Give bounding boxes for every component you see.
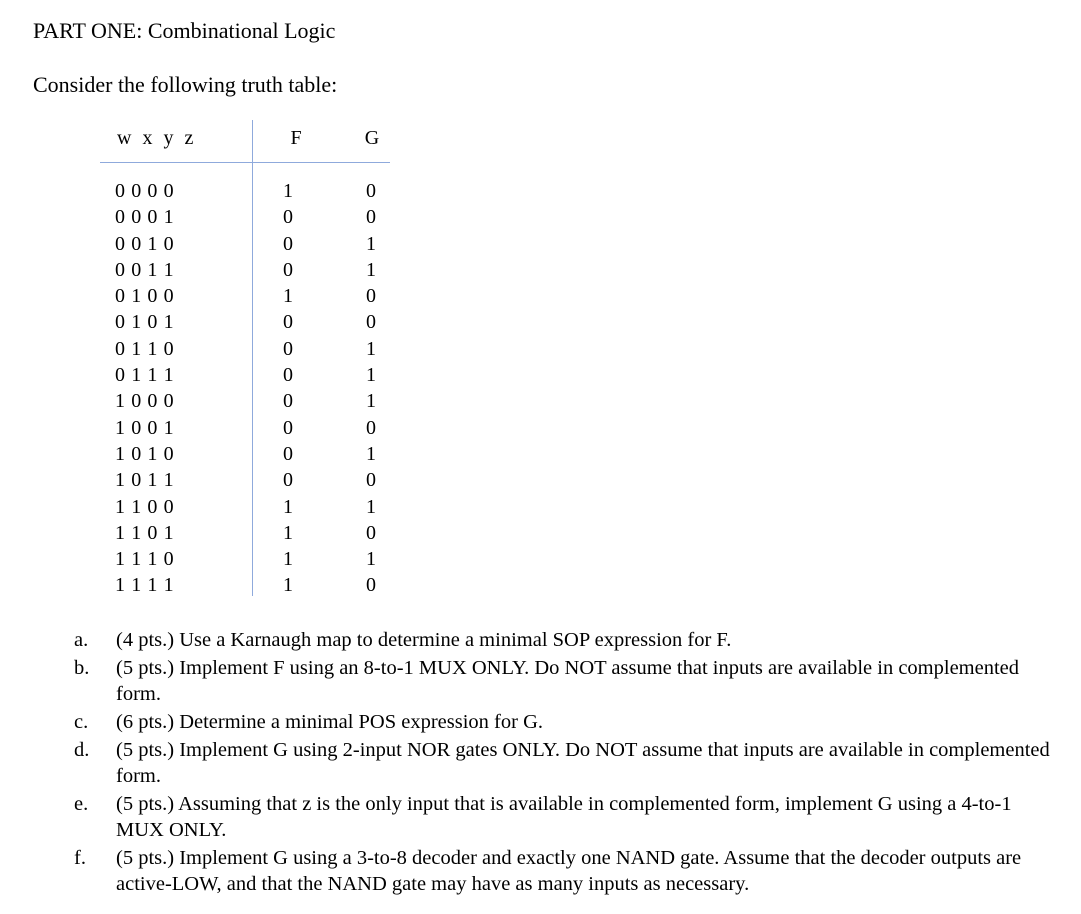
f-value: 1	[283, 574, 293, 597]
table-row	[100, 204, 390, 230]
g-value: 0	[366, 285, 376, 308]
header-inputs: w x y z	[117, 127, 197, 149]
header-f: F	[290, 127, 302, 149]
f-value: 0	[283, 416, 293, 439]
question-letter: a.	[74, 629, 89, 651]
f-value: 0	[283, 311, 293, 334]
g-value: 0	[366, 469, 376, 492]
input-values: 1 1 0 0	[115, 495, 175, 518]
g-value: 0	[366, 521, 376, 544]
question-text: (5 pts.) Implement G using 2-input NOR gates ONLY. Do NOT assume that inputs are available in complemented form.	[116, 739, 1050, 787]
header-g: G	[364, 127, 380, 149]
f-value: 0	[283, 337, 293, 360]
g-value: 0	[366, 416, 376, 439]
question-item	[74, 627, 1064, 653]
input-values: 0 0 0 0	[115, 180, 175, 202]
table-row	[100, 257, 390, 283]
f-value: 1	[283, 548, 293, 571]
g-value: 1	[366, 548, 376, 571]
truth-table	[100, 120, 390, 600]
f-value: 0	[283, 258, 293, 281]
input-values: 1 0 0 0	[115, 390, 175, 413]
f-value: 0	[283, 232, 293, 255]
question-item	[74, 845, 1064, 897]
f-value: 0	[283, 390, 293, 413]
question-letter: c.	[74, 711, 89, 733]
g-value: 1	[366, 495, 376, 518]
table-row	[100, 178, 390, 204]
g-value: 0	[366, 311, 376, 334]
table-row	[100, 336, 390, 362]
g-value: 0	[366, 206, 376, 229]
input-values: 0 0 1 1	[115, 258, 175, 281]
input-values: 0 1 0 1	[115, 311, 175, 334]
table-row	[100, 494, 390, 520]
input-values: 1 0 0 1	[115, 416, 175, 439]
input-values: 1 1 0 1	[115, 521, 175, 544]
table-row	[100, 362, 390, 388]
input-values: 1 1 1 1	[115, 574, 175, 597]
table-row	[100, 520, 390, 546]
table-row	[100, 441, 390, 467]
question-letter: e.	[74, 793, 89, 815]
question-item	[74, 709, 1064, 735]
input-values: 1 1 1 0	[115, 548, 175, 571]
table-row	[100, 546, 390, 572]
question-text: (4 pts.) Use a Karnaugh map to determine a minimal SOP expression for F.	[116, 629, 732, 651]
question-text: (5 pts.) Implement F using an 8-to-1 MUX ONLY. Do NOT assume that inputs are available in complemented form.	[116, 657, 1020, 705]
question-letter: b.	[74, 657, 90, 679]
input-values: 0 1 1 0	[115, 337, 175, 360]
question-item	[74, 791, 1064, 843]
g-value: 1	[366, 364, 376, 387]
g-value: 0	[366, 180, 376, 202]
g-value: 1	[366, 232, 376, 255]
question-list	[74, 627, 1064, 899]
input-values: 0 0 0 1	[115, 206, 175, 229]
question-letter: f.	[74, 847, 86, 869]
f-value: 1	[283, 521, 293, 544]
table-row	[100, 415, 390, 441]
input-values: 1 0 1 1	[115, 469, 175, 492]
f-value: 1	[283, 285, 293, 308]
f-value: 0	[283, 206, 293, 229]
table-row	[100, 231, 390, 257]
header-divider	[100, 162, 390, 163]
table-body	[100, 178, 390, 599]
question-item	[74, 737, 1064, 789]
g-value: 1	[366, 258, 376, 281]
table-row	[100, 309, 390, 335]
table-row	[100, 283, 390, 309]
input-values: 1 0 1 0	[115, 442, 175, 465]
f-value: 0	[283, 364, 293, 387]
table-row	[100, 572, 390, 598]
g-value: 1	[366, 337, 376, 360]
question-text: (5 pts.) Assuming that z is the only input that is available in complemented form, implement G using a 4-to-1 MUX ONLY.	[116, 793, 1012, 841]
question-item	[74, 655, 1064, 707]
input-values: 0 0 1 0	[115, 232, 175, 255]
g-value: 1	[366, 442, 376, 465]
part-heading: PART ONE: Combinational Logic	[33, 18, 336, 43]
question-text: (6 pts.) Determine a minimal POS expression for G.	[116, 711, 544, 733]
f-value: 1	[283, 180, 293, 202]
input-values: 0 1 1 1	[115, 364, 175, 387]
g-value: 0	[366, 574, 376, 597]
table-row	[100, 388, 390, 414]
question-letter: d.	[74, 739, 90, 761]
intro-text: Consider the following truth table:	[33, 72, 338, 97]
question-text: (5 pts.) Implement G using a 3-to-8 decoder and exactly one NAND gate. Assume that the decoder outputs are active-LOW, and that the NAND gate may have as many inputs as necessary.	[116, 847, 1022, 895]
g-value: 1	[366, 390, 376, 413]
table-row	[100, 467, 390, 493]
input-values: 0 1 0 0	[115, 285, 175, 308]
f-value: 0	[283, 442, 293, 465]
f-value: 1	[283, 495, 293, 518]
f-value: 0	[283, 469, 293, 492]
